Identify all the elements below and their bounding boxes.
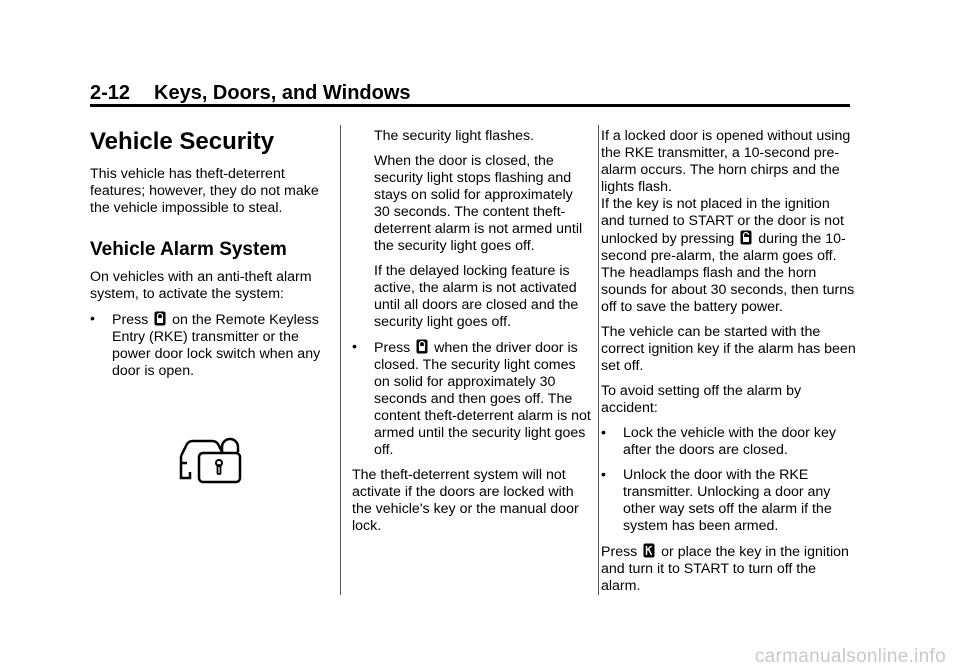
avoid-alarm-paragraph: To avoid setting off the alarm by accident: (601, 383, 802, 416)
column-1 (90, 125, 330, 489)
bullet-dot: • (352, 339, 357, 355)
bullet-unlock-rke: • Unlock the door with the RKE transmitter. Unlocking a door any other way sets off the alarm if the system has been armed. (601, 467, 832, 534)
door-closed-paragraph: When the door is closed, the security light stops flashing and stays on solid for approximately 30 seconds. The content theft-deterrent alarm is not armed until the security light goes off. (374, 153, 583, 254)
column-divider-1 (340, 125, 341, 595)
security-light-flashes: The security light flashes. (374, 128, 535, 144)
delayed-locking-paragraph: If the delayed locking feature is active, the alarm is not activated until all doors are closed and the security light goes off. (374, 263, 579, 330)
heading-alarm-system: Vehicle Alarm System (90, 239, 287, 260)
lock-icon (416, 339, 428, 354)
panic-icon (643, 543, 655, 558)
vehicle-security-lock-icon (178, 436, 244, 484)
bullet-press-lock-driver: • Press when the driver door is closed. The security light comes on solid for approximately 30 seconds and then goes off. The content theft-deterrent alarm is not armed until the security light goes off. (352, 339, 591, 458)
lock-icon (154, 311, 166, 326)
page-header (90, 82, 411, 105)
page-number: 2-12 (90, 82, 131, 104)
unlock-icon (740, 230, 752, 245)
watermark: carmanualsonline.info (754, 646, 946, 667)
bullet-dot: • (601, 467, 606, 483)
column-3 (601, 128, 856, 603)
pre-alarm-paragraph: If a locked door is opened without using the RKE transmitter, a 10-second pre-alarm occurs. The horn chirps and the lights flash. (601, 128, 851, 195)
bullet-lock-with-key: • Lock the vehicle with the door key after the doors are closed. (601, 425, 836, 458)
intro-paragraph: This vehicle has theft-deterrent features; however, they do not make the vehicle impossible to steal. (90, 166, 319, 216)
section-title: Keys, Doors, and Windows (154, 82, 411, 104)
column-divider-2 (598, 125, 599, 595)
turn-off-alarm-paragraph: Press or place the key in the ignition and turn it to START to turn off the alarm. (601, 544, 849, 594)
bullet-dot: • (601, 425, 606, 441)
bullet-dot: • (90, 311, 95, 327)
bullet-press-lock: • Press on the Remote Keyless Entry (RKE) transmitter or the power door lock switch when any door is open. (90, 311, 321, 379)
heading-vehicle-security: Vehicle Security (90, 128, 275, 155)
alarm-goes-off-paragraph: If the key is not placed in the ignition and turned to START or the door is not unlocked by pressing during the 10-second pre-alarm, the alarm goes off. The headlamps flash and the horn sounds for about 30 seconds, then turns off to save the battery power. (601, 196, 855, 315)
activate-paragraph: On vehicles with an anti-theft alarm system, to activate the system: (90, 269, 312, 302)
manual-lock-paragraph: The theft-deterrent system will not activate if the doors are locked with the vehicle's key or the manual door lock. (352, 467, 579, 534)
column-2 (352, 128, 592, 543)
ignition-key-paragraph: The vehicle can be started with the correct ignition key if the alarm has been set off. (601, 324, 856, 374)
header-rule (90, 104, 850, 107)
